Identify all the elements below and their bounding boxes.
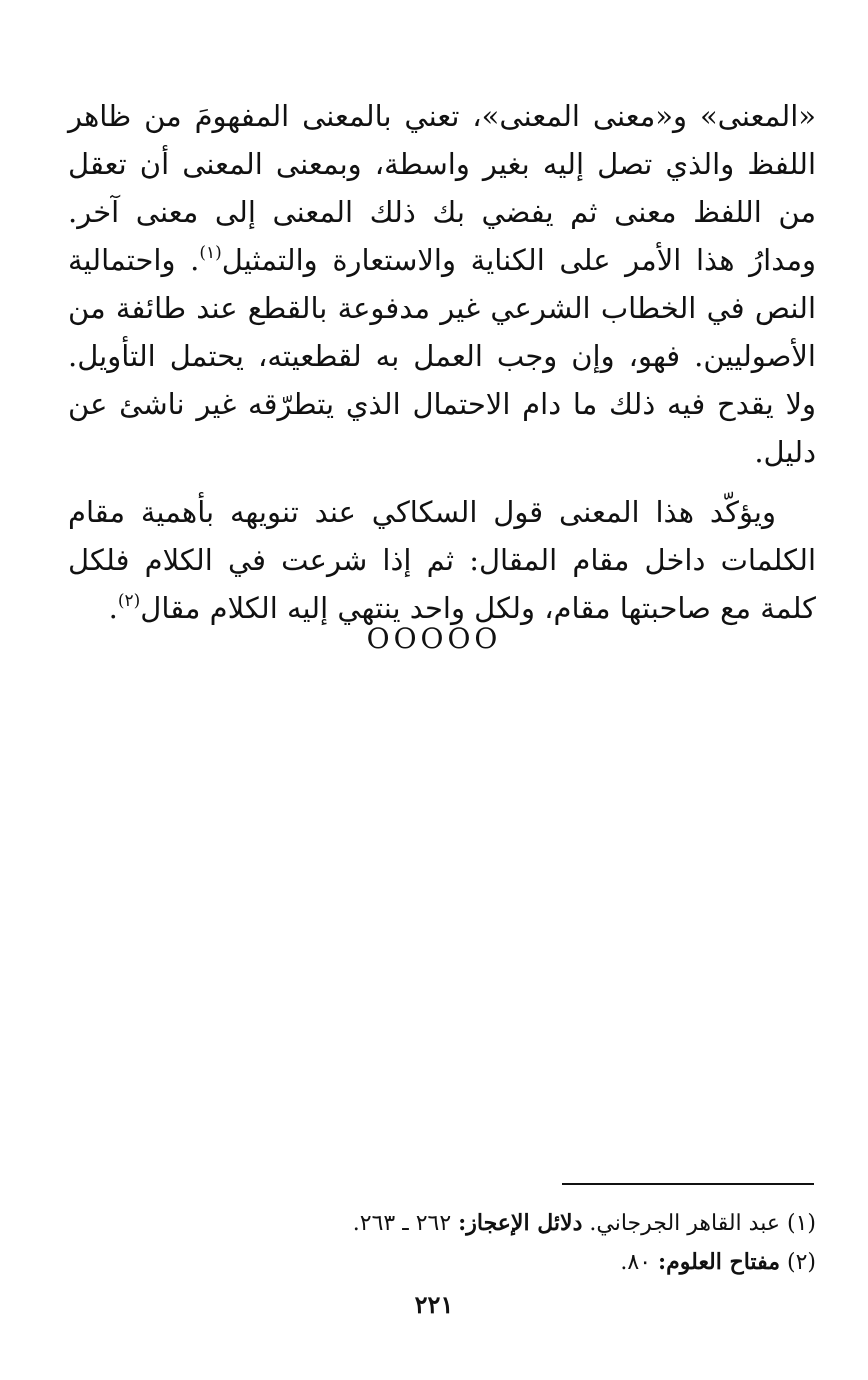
footnote-reference-1: (١) xyxy=(199,243,222,263)
paragraph-1 xyxy=(68,92,816,476)
footnote-1-number: (١) xyxy=(786,1211,816,1236)
section-separator: OOOOO xyxy=(366,622,502,655)
footnote-1-pages: ٢٦٢ ـ ٢٦٣. xyxy=(352,1211,452,1236)
footnote-1-work: دلائل الإعجاز: xyxy=(458,1210,583,1236)
page-number: ٢٢١ xyxy=(414,1290,454,1319)
paragraph-2 xyxy=(68,488,816,632)
paragraph-1-text-start: «المعنى» و«معنى المعنى»، تعني بالمعنى المفهومَ من ظاهر اللفظ والذي تصل إليه بغير واسطة، وبمعنى المعنى أن تعقل من اللفظ معنى ثم يفضي بك ذلك المعنى إلى معنى آخر. ومدارُ هذا الأمر على الكناية والاستعارة والتمثيل xyxy=(68,99,816,277)
footnote-divider xyxy=(562,1183,814,1185)
paragraph-2-text-end: . xyxy=(108,591,118,625)
footnote-1 xyxy=(68,1204,816,1243)
main-text xyxy=(68,92,816,632)
paragraph-1-text-end: . واحتمالية النص في الخطاب الشرعي غير مدفوعة بالقطع عند طائفة من الأصوليين. فهو، وإن وجب العمل به لقطعيته، يحتمل التأويل. ولا يقدح فيه ذلك ما دام الاحتمال الذي يتطرّقه غير ناشئ عن دليل. xyxy=(68,243,816,469)
footnote-2-number: (٢) xyxy=(786,1250,816,1275)
footnote-1-author: عبد القاهر الجرجاني. xyxy=(589,1211,780,1236)
footnotes xyxy=(68,1204,816,1282)
footnote-2-work: مفتاح العلوم: xyxy=(658,1249,780,1275)
footnote-2-pages: ٨٠. xyxy=(620,1250,652,1275)
paragraph-2-text-start: ويؤكّد هذا المعنى قول السكاكي عند تنويهه بأهمية مقام الكلمات داخل مقام المقال: ثم إذا شرعت في الكلام فلكل كلمة مع صاحبتها مقام، ولكل واحد ينتهي إليه الكلام مقال xyxy=(68,495,816,625)
footnote-2 xyxy=(68,1243,816,1282)
footnote-reference-2: (٢) xyxy=(117,591,141,611)
